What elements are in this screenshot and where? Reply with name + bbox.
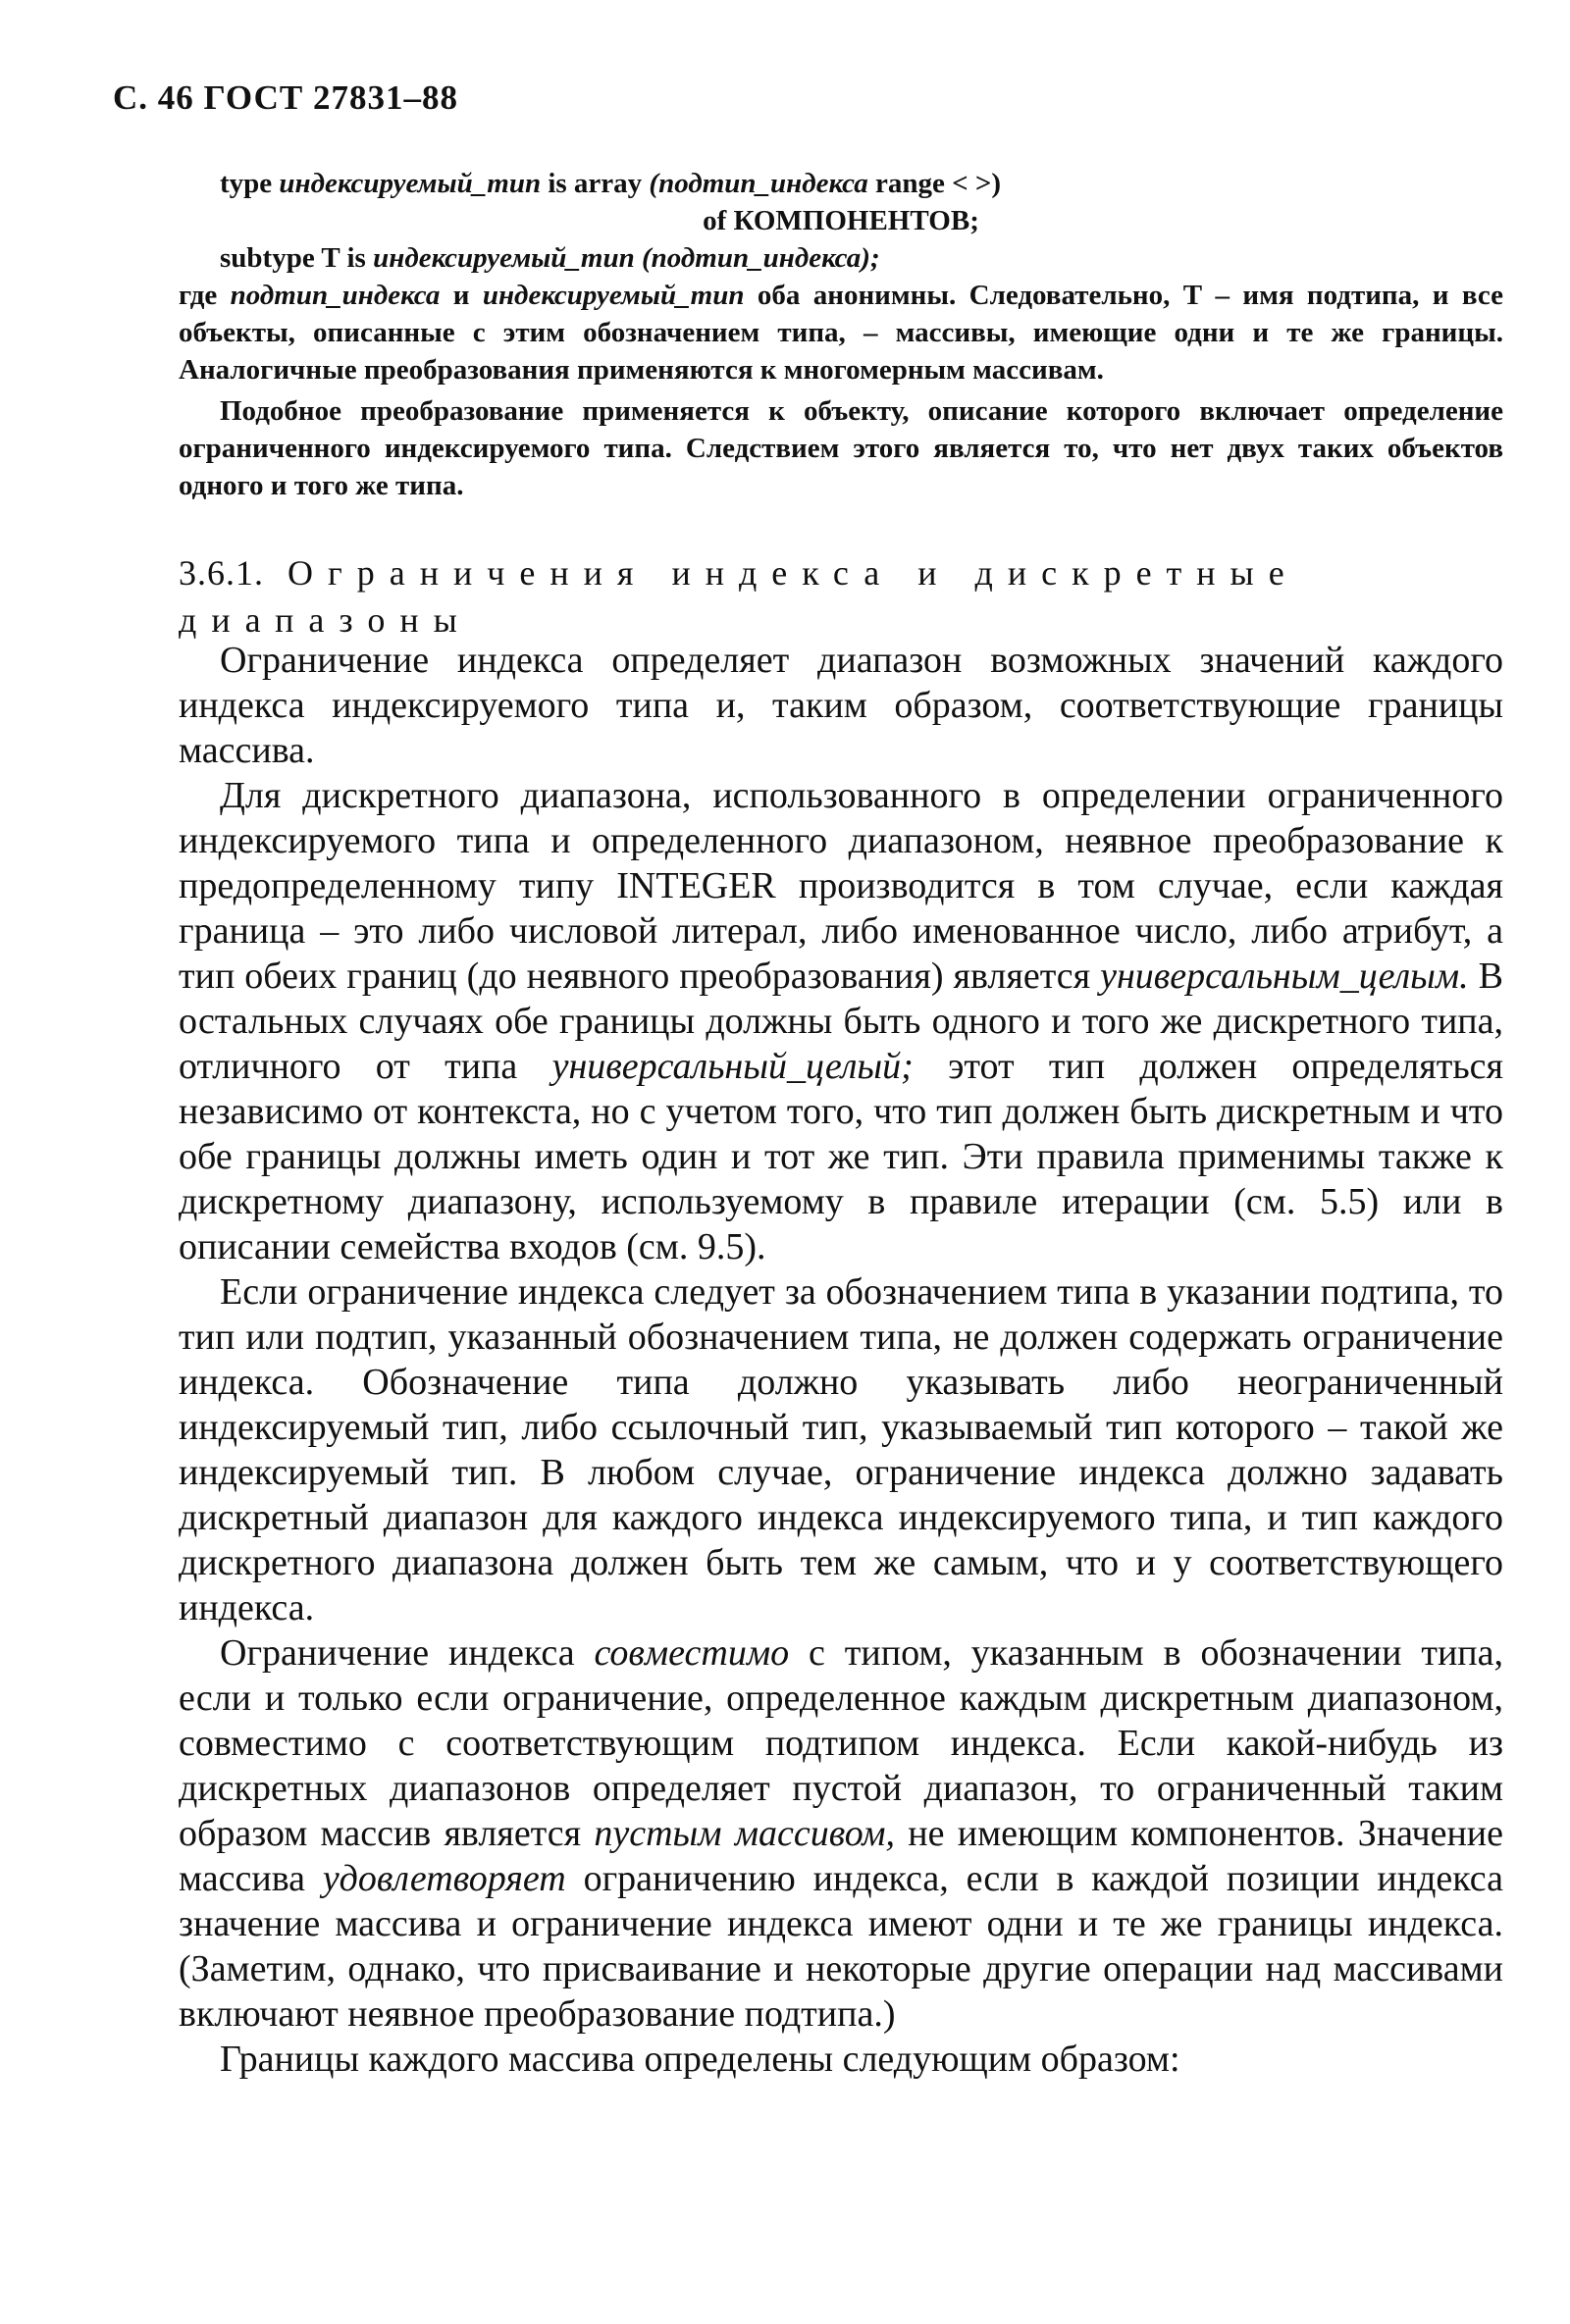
- text-run: оба анонимны. Следовательно, Т – имя подтипа, и все объекты, описанные с этим обозначением типа, – массивы, имеющие одни и те же границы. Аналогичные преобразования применяются к многомерным массивам.: [179, 280, 1503, 386]
- code-line-3: [179, 239, 1503, 277]
- text-run: не имеющим компонентов. Значение массива: [179, 1813, 1504, 1899]
- code-italic: индексируемый_тип: [279, 168, 542, 199]
- code-line-2: of КОМПОНЕНТОВ;: [703, 205, 979, 236]
- italic-term: удовлетворяет: [322, 1858, 566, 1899]
- text-run: ограничению индекса, если в каждой позиции индекса значение массива и ограничение индекса имеют одни и те же границы индекса. (Заметим, однако, что присваивание и некоторые другие операции над массивами включают неявное преобразование подтипа.): [179, 1858, 1504, 2035]
- section-number: 3.6.1.: [179, 553, 264, 593]
- italic-term: подтип_индекса: [230, 280, 441, 311]
- text-run: где: [179, 280, 218, 311]
- body-paragraph-2: [179, 773, 1503, 1269]
- code-keyword: subtype T is: [220, 242, 366, 274]
- text-run: Ограничение индекса: [220, 1632, 575, 1674]
- italic-term: универсальным_целым.: [1100, 955, 1469, 997]
- body-paragraph-1: Ограничение индекса определяет диапазон возможных значений каждого индекса индексируемого типа и, таким образом, соответствующие границы массива.: [179, 640, 1503, 771]
- code-italic: индексируемый_тип (подтип_индекса);: [373, 242, 880, 274]
- code-keyword: type: [220, 168, 273, 199]
- italic-term: совместимо: [594, 1632, 790, 1674]
- section-heading: [179, 549, 1503, 644]
- small-paragraph-1: [179, 277, 1503, 388]
- code-keyword: range < >): [874, 168, 1002, 199]
- code-keyword: is array: [548, 168, 643, 199]
- code-block: [179, 165, 1503, 504]
- text-run: этот тип должен определяться независимо от контекста, но с учетом того, что тип должен быть дискретным и что обе границы должны иметь один и тот же тип. Эти правила применимы также к дискретному диапазону, используемому в правиле итерации (см. 5.5) или в описании семейства входов (см. 9.5).: [179, 1046, 1504, 1267]
- code-line-1: [179, 165, 1503, 202]
- page-header: С. 46 ГОСТ 27831–88: [113, 78, 458, 117]
- italic-term: универсальный_целый;: [551, 1046, 914, 1087]
- text-run: и: [452, 280, 470, 311]
- text-run: с типом, указанным в обозначении типа, если и только если ограничение, определенное каждым дискретным диапазоном, совместимо с соответствующим подтипом индекса. Если какой-нибудь из дискретных диапазонов определяет пустой диапазон, то ограниченный таким образом массив является: [179, 1632, 1504, 1854]
- small-paragraph-2: Подобное преобразование применяется к объекту, описание которого включает определение ограниченного индексируемого типа. Следствием этого является то, что нет двух таких объектов одного и того же типа.: [179, 395, 1503, 501]
- section-title: Ограничения индекса и дискретные диапазоны: [179, 553, 1299, 640]
- italic-term: пустым массивом,: [594, 1813, 896, 1854]
- body-text: [179, 638, 1503, 2082]
- italic-term: индексируемый_тип: [482, 280, 745, 311]
- code-italic: (подтип_индекса: [649, 168, 868, 199]
- text-run: Для дискретного диапазона, использованного в определении ограниченного индексируемого типа и определенного диапазоном, неявное преобразование к предопределенному типу INTEGER производится в том случае, если каждая граница – это либо числовой литерал, либо именованное число, либо атрибут, а тип обеих границ (до неявного преобразования) является: [179, 775, 1503, 997]
- body-paragraph-4: [179, 1630, 1503, 2037]
- body-paragraph-3: Если ограничение индекса следует за обозначением типа в указании подтипа, то тип или подтип, указанный обозначением типа, не должен содержать ограничение индекса. Обозначение типа должно указывать либо неограниченный индексируемый тип, либо ссылочный тип, указываемый тип которого – такой же индексируемый тип. В любом случае, ограничение индекса должно задавать дискретный диапазон для каждого индекса индексируемого типа, и тип каждого дискретного диапазона должен быть тем же самым, что и у соответствующего индекса.: [179, 1271, 1503, 1628]
- text-run: В остальных случаях обе границы должны быть одного и того же дискретного типа, отличного от типа: [179, 955, 1503, 1087]
- body-paragraph-5: Границы каждого массива определены следующим образом:: [220, 2039, 1180, 2080]
